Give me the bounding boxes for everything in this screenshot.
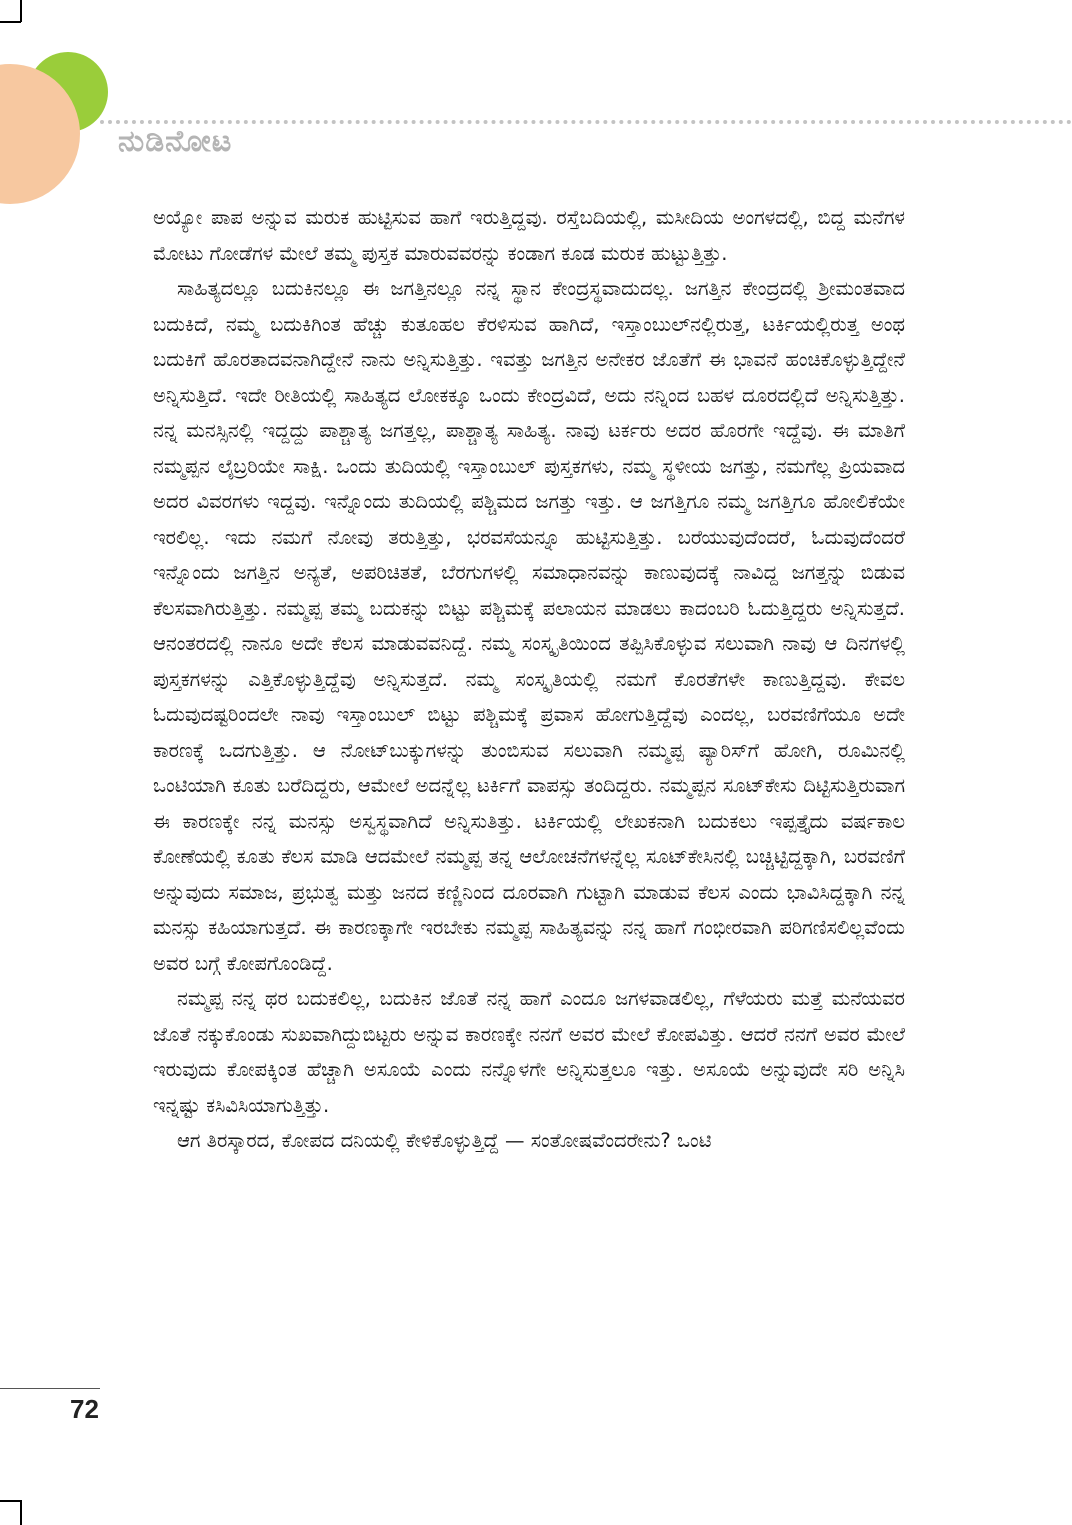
crop-mark [0,1500,21,1502]
crop-mark [0,21,21,23]
paragraph-4: ಆಗ ತಿರಸ್ಕಾರದ, ಕೋಪದ ದನಿಯಲ್ಲಿ ಕೇಳಿಕೊಳ್ಳುತ್ತಿದ್ದೆ — ಸಂತೋಷವೆಂದರೇನು? ಒಂಟಿ [177,1129,712,1152]
footer-rule [0,1388,100,1389]
crop-mark [20,1500,22,1525]
header-dotted-rule [100,120,1072,124]
section-label: ನುಡಿನೋಟ [118,124,233,159]
paragraph-2: ಸಾಹಿತ್ಯದಲ್ಲೂ ಬದುಕಿನಲ್ಲೂ ಈ ಜಗತ್ತಿನಲ್ಲೂ ನನ್ನ ಸ್ಥಾನ ಕೇಂದ್ರಸ್ಥವಾದುದಲ್ಲ. ಜಗತ್ತಿನ ಕೇಂದ್ರದಲ್ಲಿ ಶ್ರೀಮಂತವಾದ ಬದುಕಿದೆ, ನಮ್ಮ ಬದುಕಿಗಿಂತ ಹೆಚ್ಚು ಕುತೂಹಲ ಕೆರಳಿಸುವ ಹಾಗಿದೆ, ಇಸ್ತಾಂಬುಲ್‌ನಲ್ಲಿರುತ್ತ, ಟರ್ಕಿಯಲ್ಲಿರುತ್ತ ಅಂಥ ಬದುಕಿಗೆ ಹೊರತಾದವನಾಗಿದ್ದೇನೆ ನಾನು ಅನ್ನಿಸುತ್ತಿತ್ತು. ಇವತ್ತು ಜಗತ್ತಿನ ಅನೇಕರ ಜೊತೆಗೆ ಈ ಭಾವನೆ ಹಂಚಿಕೊಳ್ಳುತ್ತಿದ್ದೇನೆ ಅನ್ನಿಸುತ್ತಿದೆ. ಇದೇ ರೀತಿಯಲ್ಲಿ ಸಾಹಿತ್ಯದ ಲೋಕಕ್ಕೂ ಒಂದು ಕೇಂದ್ರವಿದೆ, ಅದು ನನ್ನಿಂದ ಬಹಳ ದೂರದಲ್ಲಿದೆ ಅನ್ನಿಸುತ್ತಿತ್ತು. ನನ್ನ ಮನಸ್ಸಿನಲ್ಲಿ ಇದ್ದದ್ದು ಪಾಶ್ಚಾತ್ಯ ಜಗತ್ತಲ್ಲ, ಪಾಶ್ಚಾತ್ಯ ಸಾಹಿತ್ಯ. ನಾವು ಟರ್ಕರು ಅದರ ಹೊರಗೇ ಇದ್ದೆವು. ಈ ಮಾತಿಗೆ ನಮ್ಮಪ್ಪನ ಲೈಬ್ರರಿಯೇ ಸಾಕ್ಷಿ. ಒಂದು ತುದಿಯಲ್ಲಿ ಇಸ್ತಾಂಬುಲ್ ಪುಸ್ತಕಗಳು, ನಮ್ಮ ಸ್ಥಳೀಯ ಜಗತ್ತು, ನಮಗೆಲ್ಲ ಪ್ರಿಯವಾದ ಅದರ ವಿವರಗಳು ಇದ್ದವು. ಇನ್ನೊಂದು ತುದಿಯಲ್ಲಿ ಪಶ್ಚಿಮದ ಜಗತ್ತು ಇತ್ತು. ಆ ಜಗತ್ತಿಗೂ ನಮ್ಮ ಜಗತ್ತಿಗೂ ಹೋಲಿಕೆಯೇ ಇರಲಿಲ್ಲ. ಇದು ನಮಗೆ ನೋವು ತರುತ್ತಿತ್ತು, ಭರವಸೆಯನ್ನೂ ಹುಟ್ಟಿಸುತ್ತಿತ್ತು. ಬರೆಯುವುದೆಂದರೆ, ಓದುವುದೆಂದರೆ ಇನ್ನೊಂದು ಜಗತ್ತಿನ ಅನ್ಯತೆ, ಅಪರಿಚಿತತೆ, ಬೆರಗುಗಳಲ್ಲಿ ಸಮಾಧಾನವನ್ನು ಕಾಣುವುದಕ್ಕೆ ನಾವಿದ್ದ ಜಗತ್ತನ್ನು ಬಿಡುವ ಕೆಲಸವಾಗಿರುತ್ತಿತ್ತು. ನಮ್ಮಪ್ಪ ತಮ್ಮ ಬದುಕನ್ನು ಬಿಟ್ಟು ಪಶ್ಚಿಮಕ್ಕೆ ಪಲಾಯನ ಮಾಡಲು ಕಾದಂಬರಿ ಓದುತ್ತಿದ್ದರು ಅನ್ನಿಸುತ್ತದೆ. ಆನಂತರದಲ್ಲಿ ನಾನೂ ಅದೇ ಕೆಲಸ ಮಾಡುವವನಿದ್ದೆ. ನಮ್ಮ ಸಂಸ್ಕೃತಿಯಿಂದ ತಪ್ಪಿಸಿಕೊಳ್ಳುವ ಸಲುವಾಗಿ ನಾವು ಆ ದಿನಗಳಲ್ಲಿ ಪುಸ್ತಕಗಳನ್ನು ಎತ್ತಿಕೊಳ್ಳುತ್ತಿದ್ದೆವು ಅನ್ನಿಸುತ್ತದೆ. ನಮ್ಮ ಸಂಸ್ಕೃತಿಯಲ್ಲಿ ನಮಗೆ ಕೊರತೆಗಳೇ ಕಾಣುತ್ತಿದ್ದವು. ಕೇವಲ ಓದುವುದಷ್ಟರಿಂದಲೇ ನಾವು ಇಸ್ತಾಂಬುಲ್ ಬಿಟ್ಟು ಪಶ್ಚಿಮಕ್ಕೆ ಪ್ರವಾಸ ಹೋಗುತ್ತಿದ್ದೆವು ಎಂದಲ್ಲ, ಬರವಣಿಗೆಯೂ ಅದೇ ಕಾರಣಕ್ಕೆ ಒದಗುತ್ತಿತ್ತು. ಆ ನೋಟ್‌ಬುಕ್ಕುಗಳನ್ನು ತುಂಬಿಸುವ ಸಲುವಾಗಿ ನಮ್ಮಪ್ಪ ಪ್ಯಾರಿಸ್‌ಗೆ ಹೋಗಿ, ರೂಮಿನಲ್ಲಿ ಒಂಟಿಯಾಗಿ ಕೂತು ಬರೆದಿದ್ದರು, ಆಮೇಲೆ ಅದನ್ನೆಲ್ಲ ಟರ್ಕಿಗೆ ವಾಪಸ್ಸು ತಂದಿದ್ದರು. ನಮ್ಮಪ್ಪನ ಸೂಟ್‌ಕೇಸು ದಿಟ್ಟಿಸುತ್ತಿರುವಾಗ ಈ ಕಾರಣಕ್ಕೇ ನನ್ನ ಮನಸ್ಸು ಅಸ್ವಸ್ಥವಾಗಿದೆ ಅನ್ನಿಸುತಿತ್ತು. ಟರ್ಕಿಯಲ್ಲಿ ಲೇಖಕನಾಗಿ ಬದುಕಲು ಇಪ್ಪತ್ತೈದು ವರ್ಷಕಾಲ ಕೋಣೆಯಲ್ಲಿ ಕೂತು ಕೆಲಸ ಮಾಡಿ ಆದಮೇಲೆ ನಮ್ಮಪ್ಪ ತನ್ನ ಆಲೋಚನೆಗಳನ್ನೆಲ್ಲ ಸೂಟ್‌ಕೇಸಿನಲ್ಲಿ ಬಚ್ಚಿಟ್ಟಿದ್ದಕ್ಕಾಗಿ, ಬರವಣಿಗೆ ಅನ್ನುವುದು ಸಮಾಜ, ಪ್ರಭುತ್ವ ಮತ್ತು ಜನದ ಕಣ್ಣಿನಿಂದ ದೂರವಾಗಿ ಗುಟ್ಟಾಗಿ ಮಾಡುವ ಕೆಲಸ ಎಂದು ಭಾವಿಸಿದ್ದಕ್ಕಾಗಿ ನನ್ನ ಮನಸ್ಸು ಕಹಿಯಾಗುತ್ತದೆ. ಈ ಕಾರಣಕ್ಕಾಗೇ ಇರಬೇಕು ನಮ್ಮಪ್ಪ ಸಾಹಿತ್ಯವನ್ನು ನನ್ನ ಹಾಗೆ ಗಂಭೀರವಾಗಿ ಪರಿಗಣಿಸಲಿಲ್ಲವೆಂದು ಅವರ ಬಗ್ಗೆ ಕೋಪಗೊಂಡಿದ್ದೆ. [153,277,905,975]
crop-mark [20,0,22,22]
body-text [153,200,905,1159]
paragraph-3: ನಮ್ಮಪ್ಪ ನನ್ನ ಥರ ಬದುಕಲಿಲ್ಲ, ಬದುಕಿನ ಜೊತೆ ನನ್ನ ಹಾಗೆ ಎಂದೂ ಜಗಳವಾಡಲಿಲ್ಲ, ಗೆಳೆಯರು ಮತ್ತೆ ಮನೆಯವರ ಜೊತೆ ನಕ್ಕುಕೊಂಡು ಸುಖವಾಗಿದ್ದುಬಿಟ್ಟರು ಅನ್ನುವ ಕಾರಣಕ್ಕೇ ನನಗೆ ಅವರ ಮೇಲೆ ಕೋಪವಿತ್ತು. ಆದರೆ ನನಗೆ ಅವರ ಮೇಲೆ ಇರುವುದು ಕೋಪಕ್ಕಿಂತ ಹೆಚ್ಚಾಗಿ ಅಸೂಯೆ ಎಂದು ನನ್ನೊಳಗೇ ಅನ್ನಿಸುತ್ತಲೂ ಇತ್ತು. ಅಸೂಯೆ ಅನ್ನುವುದೇ ಸರಿ ಅನ್ನಿಸಿ ಇನ್ನಷ್ಟು ಕಸಿವಿಸಿಯಾಗುತ್ತಿತ್ತು. [153,987,905,1117]
page-number: 72 [70,1394,99,1424]
paragraph-1: ಅಯ್ಯೋ ಪಾಪ ಅನ್ನುವ ಮರುಕ ಹುಟ್ಟಿಸುವ ಹಾಗೆ ಇರುತ್ತಿದ್ದವು. ರಸ್ತೆಬದಿಯಲ್ಲಿ, ಮಸೀದಿಯ ಅಂಗಳದಲ್ಲಿ, ಬಿದ್ದ ಮನೆಗಳ ಮೋಟು ಗೋಡೆಗಳ ಮೇಲೆ ತಮ್ಮ ಪುಸ್ತಕ ಮಾರುವವರನ್ನು ಕಂಡಾಗ ಕೂಡ ಮರುಕ ಹುಟ್ಟುತ್ತಿತ್ತು. [153,206,905,265]
